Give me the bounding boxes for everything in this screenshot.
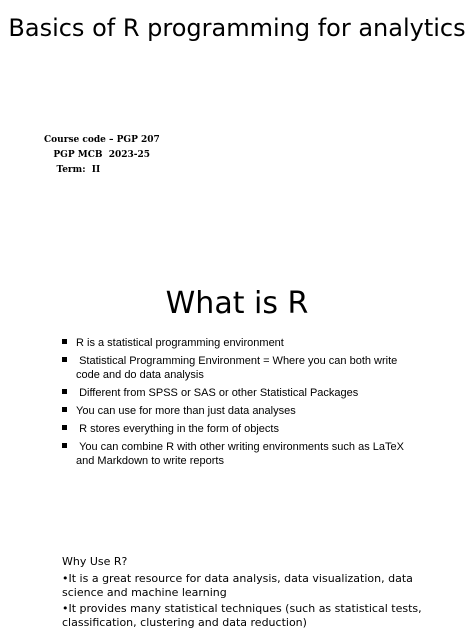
list-item: You can use for more than just data analyses — [62, 404, 412, 418]
course-code: Course code – PGP 207 — [44, 135, 160, 145]
why-use-r-heading: Why Use R? — [62, 555, 128, 568]
square-bullet-icon — [62, 357, 67, 362]
square-bullet-icon — [62, 389, 67, 394]
what-is-r-list — [62, 336, 412, 472]
list-item: Different from SPSS or SAS or other Statistical Packages — [62, 386, 412, 400]
list-item: R is a statistical programming environment — [62, 336, 412, 350]
program-batch: PGP MCB 2023-25 — [44, 150, 151, 160]
square-bullet-icon — [62, 443, 67, 448]
slide-3 — [0, 545, 474, 632]
list-item: •It provides many statistical techniques (such as statistical tests, classification, clustering and data reduction) — [62, 602, 422, 629]
square-bullet-icon — [62, 425, 67, 430]
list-item: •It is a great resource for data analysis, data visualization, data science and machine learning — [62, 572, 413, 599]
term: Term: II — [44, 165, 101, 175]
list-item: You can combine R with other writing environments such as LaTeX and Markdown to write reports — [62, 440, 412, 468]
course-info — [44, 133, 160, 178]
slide-2 — [0, 270, 474, 540]
slide-1-title: Basics of R programming for analytics — [8, 14, 466, 42]
square-bullet-icon — [62, 339, 67, 344]
list-item: Statistical Programming Environment = Where you can both write code and do data analysis — [62, 354, 412, 382]
why-use-r-list — [62, 572, 432, 632]
square-bullet-icon — [62, 407, 67, 412]
list-item: R stores everything in the form of objects — [62, 422, 412, 436]
slide-2-title: What is R — [165, 286, 309, 321]
slide-1 — [0, 0, 474, 260]
